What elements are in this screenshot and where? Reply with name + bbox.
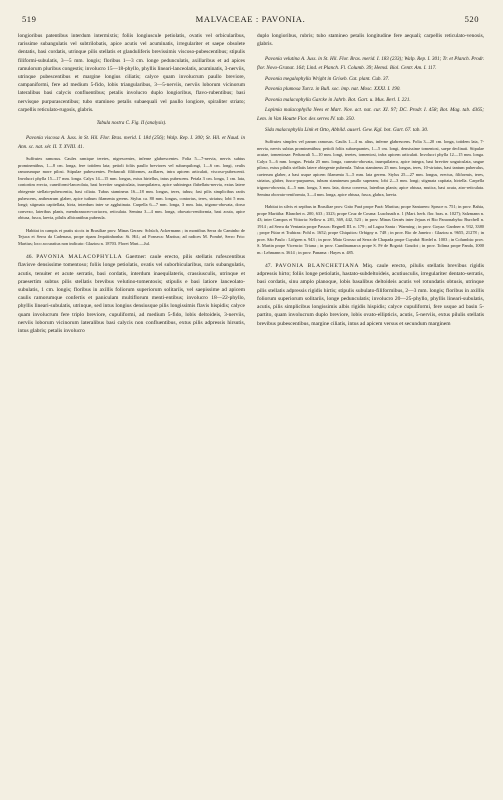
species-diagnosis: caule erecto, pilulis stellatis brevibus rigidis adpressis hirto; foliis longe petiolatis, hastato-subdeltoideis, acutiusculis, irregulariter dentato-serratis, basi cordatis, sinu amplo planoque, lobis basalibus deltoideis acutis vel rotundatis obtusis, utrinque pilis stellatis adpressis rigidis hirtis; stipulis subulato-filiformibus, 2—3 mm. longis; floribus in axillis foliorum superiorum solitariis, longe pedunculatis; involucro 20—25-phyllo, phyllis lineari-subulatis, acutis, pilis simplicibus longissimis albis rigidis hispidis; calyce cupuliformi, fere usque ad basin 5-partito, quam involucrum duplo breviore, lobis ovato-ellipticis, acutis, 5-nerviis, extus pilulis stellatis brevibus pubescentibus, margine ciliatis, intus ad apicem versus et secundum marginem bbox=[257, 263, 485, 327]
species-heading-47 bbox=[257, 262, 484, 328]
species-number: 47. bbox=[265, 263, 272, 270]
right-diagnosis-continued: duplo longioribus, rubris; tubo stamineo petalis longitudine fere aequali; carpellis reticulato-venosis, glabris. bbox=[257, 33, 484, 48]
left-page-number: 519 bbox=[22, 14, 37, 24]
species-diagnosis: : caule erecto, pilis stellatis rufescentibus flavisve densissime tomentoso; foliis longe petiolatis, ovatis vel suborbicularibus, raris subangulatis, acutis, tenuiter et acute serratis, basi cordatis, interdum inaequilateris, crassiusculis, utrinque et praesertim subtus pilis stellatis brevibus velutino-tomentosis; stipulis e basi latiore lanceolato-subulatis, 1 cm. longis; floribus in axillis foliorum superiorum solitariis, vel saepissime ad apicem caulis ramorumque confertis et paniculam multiflorum menti-entibus; involucro 18—22-phyllo, phyllis lineari-subulatis, utrinque, sed intus longius densiusque pilis longissimis flavis hispidis; calyce quam involucrum fere triplo breviore, cupuliformi, ad medium 5-fido, lobis deltoideis, 3-nerviis, nerviis loborum vicinorum lateralibus basi calycis non confluentibus, extus pilis adpressis hirsutis, intus glabris; petalis involucro bbox=[18, 254, 246, 335]
text-columns bbox=[18, 32, 485, 335]
left-diagnosis-continued: longioribus patentibus interdum intermixtis; foliis longiuscule petiolatis, ovatis vel orbicularibus, rarissime subangulatis vel subtrilobatis, apice acutis vel acuminatis, irregulariter et saepe obsolete dentatis, basi cordatis, utrinque pilis stellatis et glanduliferis brevissimis viscoso-pubescentibus; stipulis filiformi-subulatis, 3—5 mm. longis; floribus 1—3 cm. longe pedunculatis, axillaribus et ad apices ramulorum pluribus congestis; involucro 15—18-phyllo, phyllis lineari-lanceolatis, acuminatis, 3-nerviis, utrinque pubescentibus et margine longius ciliatis; calyce quam involucrum paullo breviore, campaniformi, fere ad medium 5-fido, lobis triangularibus, 3—5-nerviis, nerviis loborum vicinorum lateralibus basi calycis confluentibus; petalis involucro duplo longioribus, flavo-rubentibus; basi nervisque purpurascentibus; tubo stamineo petalis subaequali vel paullo longiore, spiraliter striato; carpellis reticulato-rugosis, glabris. bbox=[18, 33, 245, 113]
right-habitat: Habitat in silvis et sepibus in Brasiliae prov. Gräo Pará prope Pará: Martius; prope Santarem: Spruce n. 751; in prov. Bahia, prope Maritiba: Blanchet n. 200, 633 ; 3323; prope Cruz de Cosma: Luschnath n. 1 (Mart. herb. flor. bras. n. 1027); Salzmann n. 43; inter Campos et Vittoria: Sellow n. 281, 369, 442, 523 ; in prov. Minas Geraës inter Jejuas et Rio Paraonabyba: Burchell n. 1914 ; ad Serra da Ventania prope Passos: Regnell III. n. 179 ; ad Lagoa Santa : Warming ; in prov. Goyaz: Gardner n. 932, 3380 ; prope Fütar et Trahiras: Pohl n. 1652; prope Chiquitos: Orbigny n. 748 ; in prov. Rio de Janeiro : Glaziou n. 9655, 21278 ; in prov. São Paulo : Löfgren n. 943 ; in prov. Mato Grosso ad Serra de Chapada prope Cuyabá: Riedel n. 1003 ; in Columbia: prov. S. Martin prope Vicencio: Triana ; in prov. Cundinamarca prope S. Fé de Bogotá: Goudot ; in prov. Tolima prope Panda, 1000 m.: Lehmann n. 3614 ; in prov. Panama : Hayes n. 485. bbox=[257, 204, 484, 255]
right-column bbox=[257, 32, 484, 335]
synonym-pavonia-malacophylla: Pavonia malacophylla Garcke in Jahrb. Bot. Gart. u. Mus. Berl. I. 221. bbox=[265, 96, 411, 103]
species-heading-46 bbox=[18, 253, 245, 335]
synonym-pavonia-megalophylla: Pavonia megalophylla Wright in Griseb. Cat. plant. Cub. 37. bbox=[265, 75, 390, 82]
right-page-number: 520 bbox=[464, 14, 479, 24]
running-header bbox=[18, 14, 485, 24]
synonym-lopimia-malacophylla: Lopimia malacophylla Nees et Mart. Nov. act. nat. cur. XI. 97; DC. Prodr. I. 458; Bot. Mag. tab. 4365; Lem. in Van Houtte Flor. des serres IV. tab. 350. bbox=[257, 107, 484, 122]
synonym-pavonia-velutina: Pavonia velutina A. Juss. in St. Hil. Flor. Bras. merid. I. 183 (233); Walp. Rep. I. 301; Tr. et Planch. Prodr. flor. Novo-Granat. 164; Lind. et Planch. Fl. Columb. 39; Hemsl. Biol. Centr. Am. I. 117. bbox=[257, 56, 484, 71]
synonym-sida-malacophylla: Sida malacophylla Link et Otto, Abbild. auserl. Gew. Kgl. bot. Gart. 67. tab. 30. bbox=[265, 126, 429, 133]
species-author: Gaertner bbox=[125, 254, 145, 261]
species-number: 46. bbox=[26, 254, 33, 261]
species-author: Miq. bbox=[362, 263, 374, 270]
right-description: Suffrutex simplex vel parum ramosus. Caulis 1—4 m. altus, inferne glabrescens. Folia 3—20 cm. longa, totidem lata, 7-nervia, nervis subtus prominentibus; petioli foliis subaequantes, 1—5 cm. longi, densissime tomentosi, saepe declinati. Stipulae acutae, tomentosae. Pedunculi 5—10 mm. longi, teretes, tomentosi, infra apicem articulati. Involucri phylla 12—15 mm. longa. Calyx 5—6 mm. longus. Petala 25 mm. longa, cuneato-obovata, inaequilatera, apice integra, basi breviter unguiculata, ungue piloso, extus pilulis stellatis latere obtegente puberula. Tubus stamineus 25 mm. longus, teres, 10-striatus, basi tantum puberulus, caeterum glaber, a basi usque apicem filamenta 3—5 mm. lata gerens. Stylus 25—27 mm. longus, erectus, filiformis, teres, striatus, glaber, fusco-purpureus, tubum stamineum paullo superans; lobi 2—3 mm. longi; stigmata capitata, hirtella. Carpella trigono-obovata, 4—5 mm. longa, 3 mm. lata, dorso convexa, lateribus planis; apice obtusa, mutica, basi acuta, atro-reticulata. Semina obovato-reniformia, 3—4 mm. longa, apice obtusa, fusca, glabra, laevia. bbox=[257, 139, 484, 197]
species-name: PAVONIA MALACOPHYLLA bbox=[36, 254, 123, 261]
species-name: PAVONIA BLANCHETIANA bbox=[275, 263, 360, 270]
left-description: Suffrutex ramosus. Caules ramique teretes, nigrescentes, inferne glabrescentes. Folia 5—7-nervia, nervis subtus prominentibus, 1—8 cm. longa, fere totidem lata; petioli foliis paullo breviores vel subaequilongi, 1—6 cm. longi, ceulis ramorumque more pilosi. Stipulae pubescentes. Pedunculi filiformes, axillares, intra apicem articulati, viscoso-pubescenti. Involucri phylla 15—17 mm. longa. Calyx 14—15 mm. longus, extus hirtellus, intus pubescens. Petala 3 cm. longa, 1 cm. lata, contortim erecta, cuneiformi-lanceolata, basi breviter unguiculata, inaequilatera, apice subintegra flabellatu-nervia, extus latere obtegente stellato-pubescentia, basi ciliata. Tubus stamineus 16—18 mm. longus, teres, tubus; fasi pilis simplicibus rariis pubescens, antherarum glaber, apice tuthum filamenta gerens. Stylus ca. 80 mm. longus, contortus, teres, striatus; lobi 5 mm. longi; stigmata capitellata, hirta, interdum inter se agglutinata. Carpella 6—7 mm. longa, 3 mm. lata, trigono-obovata, dorso convexo, lateribus planis, membranaceo-coriacea, reticulata. Semina 3—4 mm. longa, obovato-reniformia, basi acuta, apice obtusa, fusca, laevia, pilulis albicantibus puberula. bbox=[18, 156, 245, 221]
synonym-pavonia-viscosa: Pavonia viscosa A. Juss. in St. Hil. Flor. Bras. merid. I. 184 (256); Walp. Rep. I. 300; St. Hil. et Naud. in Ann. sc. nat. sér. II. T. XVIII. 41. bbox=[18, 135, 245, 150]
left-habitat: Habitat in campis et pratis siccis in Brasiliae prov. Minas Geraes: Schüch, Ackermann ; in montibus Serra do Caminho de Tejuca et Serra da Cadenasa, prope ripam Jequitinhonha: St. Hil.; ad Fonseca: Martius; ad radices M. Pombé, Serro Frio: Martius; loco accuratius non indicato: Glaziou n. 18703. Floret Mart.—Jul. bbox=[18, 227, 245, 246]
running-title: MALVACEAE : PAVONIA. bbox=[195, 14, 306, 24]
synonym-pavonia-plumosa: Pavonia plumosa Turcz. in Bull. soc. imp. nat. Mosc. XXXI. I. 190. bbox=[265, 86, 401, 93]
left-column bbox=[18, 32, 245, 335]
plate-note: Tabula nostra C. Fig. II (analysis). bbox=[96, 121, 167, 127]
